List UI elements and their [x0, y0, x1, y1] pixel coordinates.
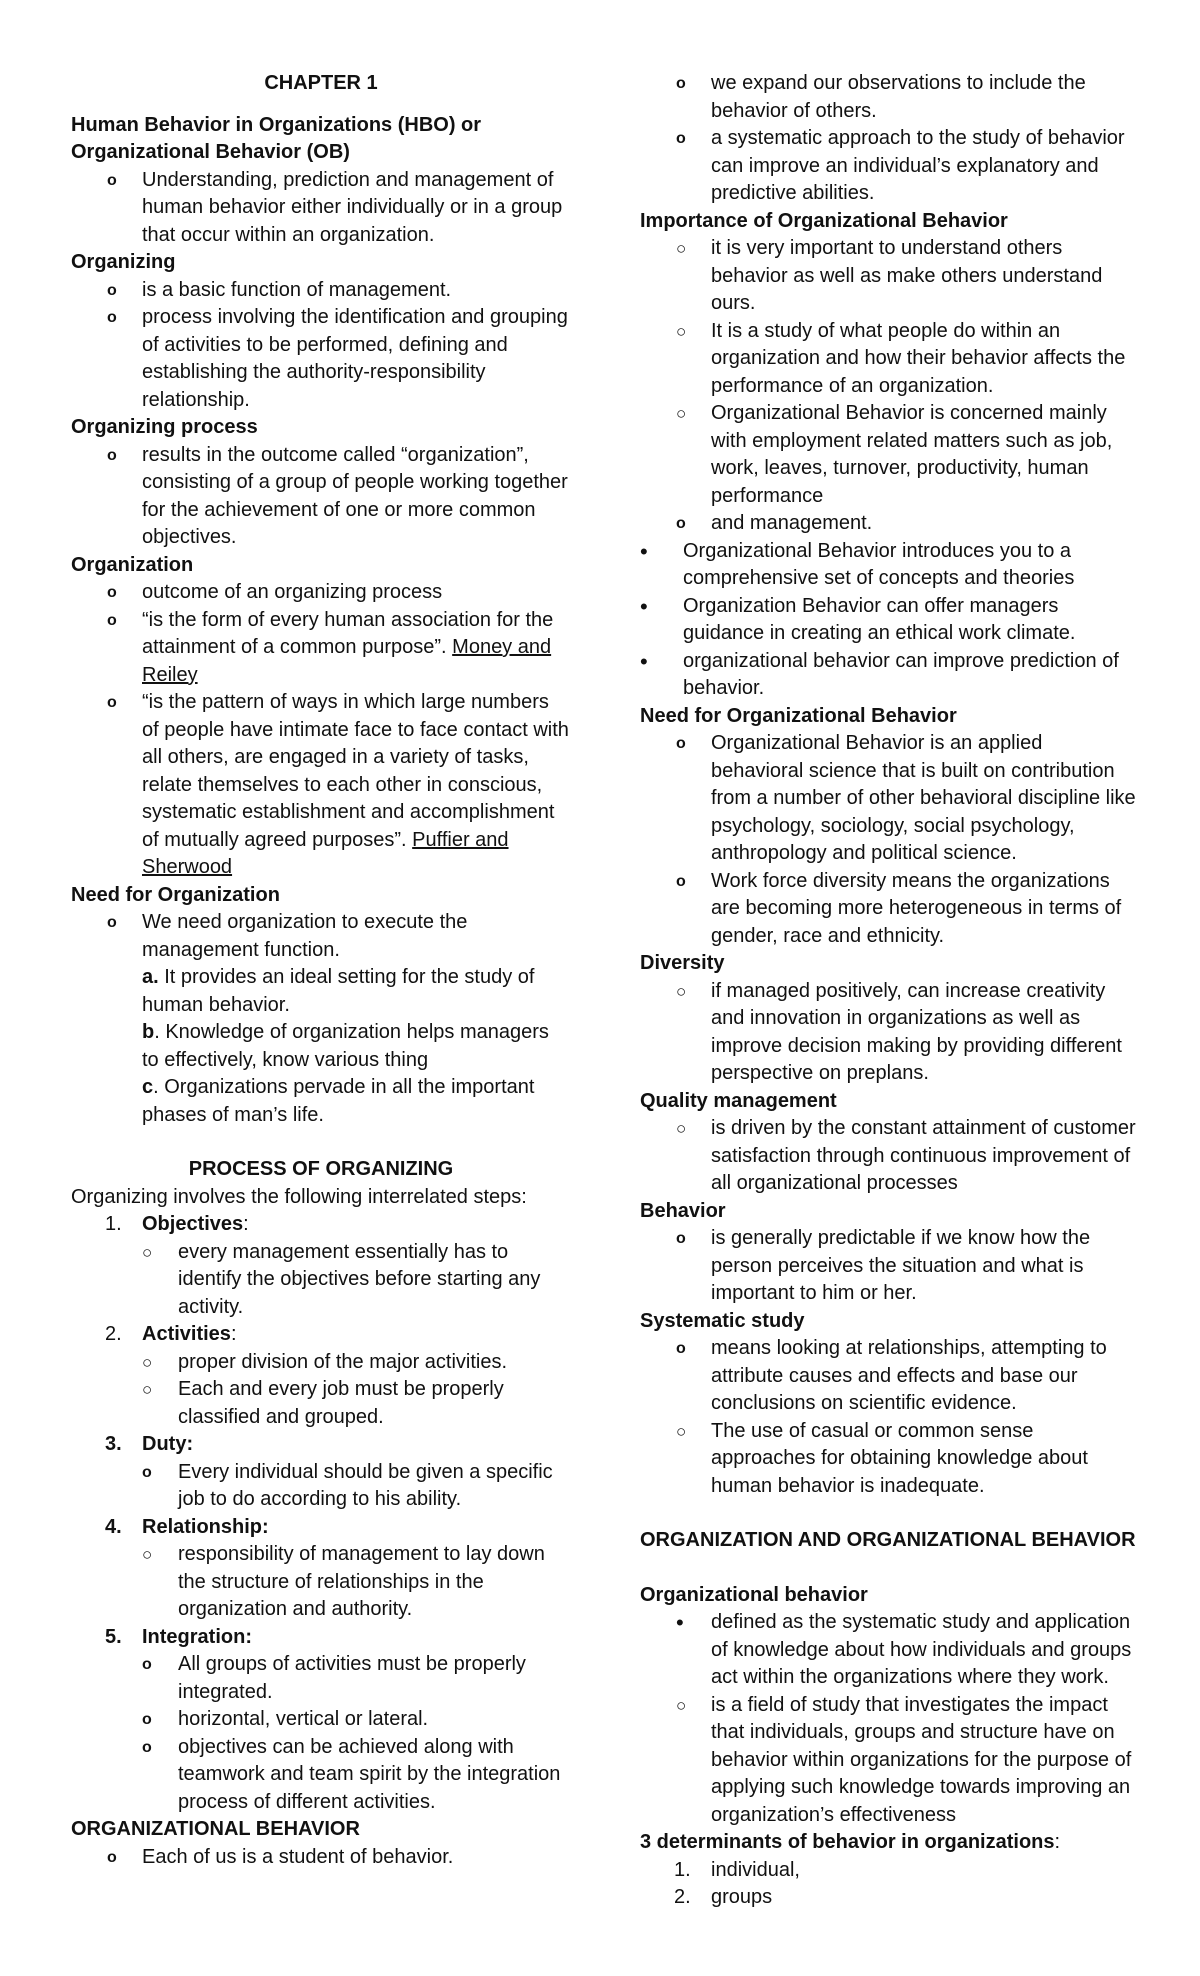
list-item: o means looking at relationships, attempting to attribute causes and effects and base our conclusions on scientific evidence.: [676, 1337, 1107, 1414]
need-ob-heading: Need for Organizational Behavior: [640, 704, 957, 727]
list-item: o outcome of an organizing process: [71, 579, 571, 607]
determinants-heading: 3 determinants of behavior in organizations:: [640, 1831, 1061, 1853]
importance-bullets: [640, 538, 1140, 703]
bullet-o-icon: o: [676, 515, 686, 532]
list-item: ○ it is very important to understand others behavior as well as make others understand ours.: [676, 237, 1103, 314]
bullet-dot-icon: •: [640, 538, 648, 564]
list-item: • Organizational Behavior introduces you to a comprehensive set of concepts and theories: [640, 538, 1075, 589]
list-item: o a systematic approach to the study of behavior can improve an individual’s explanatory and predictive abilities.: [676, 127, 1125, 204]
process-steps: [71, 1211, 571, 1816]
step-item: 1. Objectives: ○ every management essentially has to identify the objectives before starting any activity.: [105, 1213, 541, 1318]
bullet-o-icon: o: [107, 584, 117, 601]
bullet-o-icon: o: [142, 1738, 152, 1756]
list-item: o Each of us is a student of behavior.: [71, 1844, 571, 1872]
org-ob-heading: ORGANIZATION AND ORGANIZATIONAL BEHAVIOR: [640, 1529, 1136, 1551]
bullet-circle-icon: ○: [142, 1545, 153, 1564]
bullet-o-icon: o: [676, 130, 686, 147]
organizing-heading: Organizing: [71, 251, 176, 273]
bullet-dot-icon: •: [676, 1610, 684, 1635]
list-item: o “is the pattern of ways in which large numbers of people have intimate face to face contact with all others, are engaged in a variety of tasks, relate themselves to each other in conscious, systematic establishment and accomplishment of mutually agreed purposes”. Puffier and Sherwood: [107, 691, 569, 878]
list-item: ○ is driven by the constant attainment of customer satisfaction through continuous improvement of all organizational processes: [676, 1117, 1136, 1194]
list-item: o is a basic function of management.: [71, 277, 571, 305]
hbo-heading: Human Behavior in Organizations (HBO) or Organizational Behavior (OB): [71, 113, 482, 163]
bullet-dot-icon: •: [640, 593, 648, 619]
bullet-circle-icon: ○: [676, 1119, 687, 1138]
systematic-list: [640, 1335, 1140, 1500]
behavior-list: [640, 1225, 1140, 1308]
citation: Money and Reiley: [142, 636, 552, 686]
bullet-o-icon: o: [107, 281, 117, 299]
bullet-circle-icon: ○: [142, 1352, 153, 1372]
hbo-list: [71, 167, 571, 250]
bullet-o-icon: o: [676, 872, 686, 890]
step-item: 2. Activities: ○ proper division of the major activities. ○ Each and every job must be properly classified and grouped.: [105, 1323, 508, 1428]
list-item: ○ if managed positively, can increase creativity and innovation in organizations as well as improve decision making by providing different perspective on preplans.: [676, 979, 1122, 1084]
need-organization-list: [71, 909, 571, 1129]
list-item: 1. individual,: [674, 1858, 800, 1881]
chapter-title: CHAPTER 1: [264, 72, 378, 94]
list-item: • Organization Behavior can offer managers guidance in creating an ethical work climate.: [640, 593, 1076, 644]
list-item: o We need organization to execute the management function. a. It provides an ideal setting for the study of human behavior. b. Knowledge of organization helps managers to effectively, know various thing c. Organizations pervade in all the important phases of man’s life.: [107, 911, 549, 1126]
organization-list: [71, 579, 571, 882]
bullet-circle-icon: ○: [676, 1421, 687, 1441]
bullet-o-icon: o: [107, 309, 117, 326]
bullet-circle-icon: ○: [676, 404, 687, 423]
bullet-o-icon: o: [107, 914, 117, 931]
ob-continued-list: [640, 70, 1140, 208]
bullet-circle-icon: ○: [142, 1380, 153, 1399]
bullet-circle-icon: ○: [676, 239, 687, 258]
right-column: [640, 70, 1140, 1912]
list-item: o Work force diversity means the organizations are becoming more heterogeneous in terms of gender, race and ethnicity.: [676, 869, 1122, 947]
bullet-o-icon: o: [142, 1711, 152, 1728]
organizing-list: [71, 277, 571, 415]
list-item: • organizational behavior can improve prediction of behavior.: [640, 648, 1119, 699]
step-item: 4. Relationship: ○ responsibility of management to lay down the structure of relationships in the organization and authority.: [105, 1515, 545, 1620]
list-item: • defined as the systematic study and application of knowledge about how individuals and groups act within the organizations where they work.: [676, 1610, 1132, 1688]
bullet-o-icon: o: [142, 1656, 152, 1673]
list-item: o process involving the identification and grouping of activities to be performed, defining and establishing the authority-responsibility relationship.: [107, 306, 568, 411]
ob-list: [71, 1844, 571, 1872]
behavior-heading: Behavior: [640, 1199, 726, 1222]
list-item: o results in the outcome called “organization”, consisting of a group of people working together for the achievement of one or more common objectives.: [107, 443, 568, 548]
bullet-circle-icon: ○: [676, 981, 687, 1001]
ob-heading: ORGANIZATIONAL BEHAVIOR: [71, 1818, 360, 1840]
bullet-circle-icon: ○: [142, 1242, 153, 1262]
organizing-process-list: [71, 442, 571, 552]
determinants-list: [640, 1857, 1140, 1912]
bullet-dot-icon: •: [640, 648, 648, 674]
systematic-heading: Systematic study: [640, 1309, 805, 1332]
list-item: ○ The use of casual or common sense approaches for obtaining knowledge about human behavior is inadequate.: [676, 1419, 1088, 1497]
step-item: 5. Integration: o All groups of activities must be properly integrated. o horizontal, vertical or lateral. o objectives can be achieved along with teamwork and team spirit by the integration process of different activities.: [105, 1625, 561, 1813]
quality-list: [640, 1115, 1140, 1198]
need-ob-list: [640, 730, 1140, 950]
bullet-o-icon: o: [107, 446, 117, 464]
bullet-o-icon: o: [676, 1230, 686, 1247]
organization-heading: Organization: [71, 553, 194, 576]
bullet-o-icon: o: [142, 1463, 152, 1481]
ob-def-heading: Organizational behavior: [640, 1583, 868, 1606]
citation: Puffier and Sherwood: [142, 828, 509, 878]
process-intro: Organizing involves the following interrelated steps:: [71, 1185, 527, 1208]
step-item: 3. Duty: o Every individual should be given a specific job to do according to his ability.: [105, 1433, 553, 1510]
importance-heading: Importance of Organizational Behavior: [640, 209, 1008, 232]
list-item: 2. groups: [674, 1886, 773, 1908]
bullet-o-icon: o: [107, 694, 117, 711]
list-item: ○ It is a study of what people do within an organization and how their behavior affects the performance of an organization.: [676, 319, 1126, 397]
bullet-o-icon: o: [107, 611, 117, 629]
bullet-o-icon: o: [107, 1848, 117, 1866]
bullet-circle-icon: ○: [676, 321, 687, 341]
bullet-o-icon: o: [676, 75, 686, 92]
bullet-circle-icon: ○: [676, 1695, 687, 1715]
list-item: o we expand our observations to include the behavior of others.: [676, 72, 1086, 122]
left-column: [71, 70, 571, 1871]
list-item: o Organizational Behavior is an applied behavioral science that is built on contribution from a number of other behavioral discipline like psychology, sociology, social psychology, anthropology and political science.: [676, 732, 1136, 864]
diversity-heading: Diversity: [640, 952, 725, 974]
list-item: o “is the form of every human association for the attainment of a common purpose”. Money and Reiley: [107, 608, 554, 686]
ob-def-list: [640, 1609, 1140, 1829]
bullet-o-icon: o: [676, 735, 686, 752]
diversity-list: [640, 978, 1140, 1088]
process-heading: PROCESS OF ORGANIZING: [188, 1158, 454, 1180]
list-item: o is generally predictable if we know how the person perceives the situation and what is important to him or her.: [676, 1227, 1091, 1304]
list-item: o Understanding, prediction and management of human behavior either individually or in a group that occur within an organization.: [107, 168, 563, 246]
bullet-o-icon: o: [107, 171, 117, 189]
list-item: ○ Organizational Behavior is concerned mainly with employment related matters such as job, work, leaves, turnover, productivity, human performance: [676, 402, 1113, 507]
bullet-o-icon: o: [676, 1340, 686, 1357]
organizing-process-heading: Organizing process: [71, 416, 258, 438]
importance-list: [640, 235, 1140, 538]
quality-heading: Quality management: [640, 1089, 837, 1112]
list-item: ○ is a field of study that investigates the impact that individuals, groups and structure have on behavior within organizations for the purpose of applying such knowledge towards improving an organization’s effectiveness: [676, 1693, 1132, 1826]
list-item: o and management.: [640, 510, 1140, 538]
need-organization-heading: Need for Organization: [71, 883, 280, 906]
